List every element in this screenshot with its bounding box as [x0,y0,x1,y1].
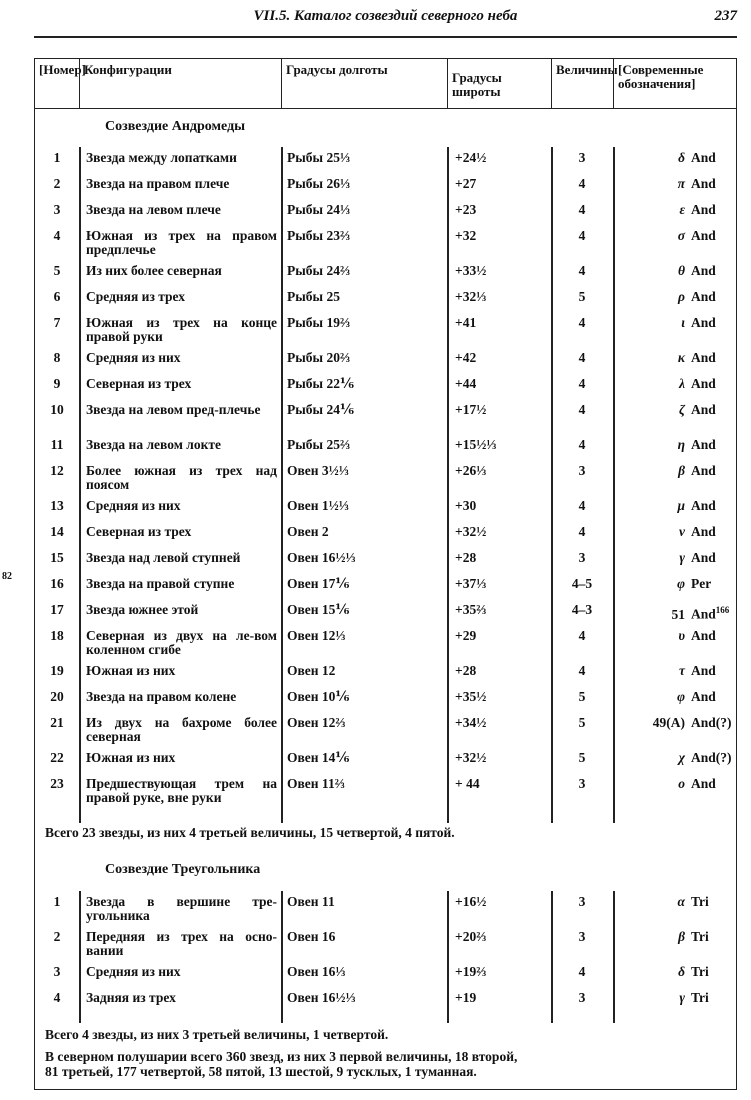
star-catalog-table [34,58,737,1090]
star-latitude: +30 [455,498,477,513]
star-number: 4 [53,990,61,1005]
constellation-abbrev: Per [691,576,712,591]
star-latitude: +44 [455,376,477,391]
column-header-modern-designation: [Современные обозначения] [613,59,738,108]
modern-designation [613,351,738,365]
bayer-letter: π [677,176,685,191]
star-latitude: +15½⅓ [455,437,497,452]
bayer-letter: σ [677,228,685,243]
star-magnitude: 5 [578,689,586,704]
bayer-letter: η [677,437,685,452]
bayer-letter: δ [678,150,685,165]
star-latitude: +32½ [455,750,487,765]
star-number: 23 [50,776,64,791]
star-latitude: +42 [455,350,477,365]
bayer-letter: φ [677,689,685,704]
star-configuration: Южная из трех на конце правой руки [86,315,277,344]
star-magnitude: 4 [578,402,586,417]
modern-designation [613,664,738,678]
star-longitude: Рыбы 23⅔ [287,228,351,243]
bayer-letter: δ [678,964,685,979]
star-configuration: Звезда между лопатками [86,150,237,165]
star-configuration: Из них более северная [86,263,222,278]
footnote-marker[interactable]: 166 [715,605,730,615]
star-configuration: Южная из них [86,663,176,678]
star-magnitude: 3 [578,550,586,565]
star-magnitude: 4–5 [571,576,593,591]
constellation-abbrev: And [691,663,716,678]
modern-designation [613,264,738,278]
modern-designation [613,991,738,1005]
star-magnitude: 4 [578,437,586,452]
modern-designation [613,690,738,704]
andromeda-summary: Всего 23 звезды, из них 4 третьей величины, 15 четвертой, 4 пятой. [45,825,455,840]
bayer-letter: 49(A) [652,715,685,730]
star-configuration: Северная из двух на ле-вом коленном сгибе [86,628,277,657]
constellation-abbrev: And [691,628,716,643]
star-latitude: +32⅓ [455,289,487,304]
modern-designation [613,751,738,765]
star-configuration: Звезда на правом колене [86,689,237,704]
star-magnitude: 4–3 [571,602,593,617]
star-magnitude: 4 [578,263,586,278]
star-magnitude: 5 [578,289,586,304]
column-header-magnitude: Величины [551,59,613,108]
star-number: 15 [50,550,64,565]
constellation-abbrev: And [691,437,716,452]
bayer-letter: ρ [678,289,685,304]
column-header-longitude: Градусы долготы [281,59,447,108]
bayer-letter: β [678,929,685,944]
modern-designation [613,229,738,243]
triangulum-summary: Всего 4 звезды, из них 3 третьей величины, 1 четвертой. [45,1027,389,1042]
star-number: 10 [50,402,64,417]
star-longitude: Овен 16⅓ [287,964,346,979]
bayer-letter: γ [679,990,685,1005]
bayer-letter: ο [678,776,685,791]
star-longitude: Овен 11⅔ [287,776,345,791]
star-number: 1 [53,150,61,165]
running-head [34,6,737,28]
bayer-letter: φ [677,576,685,591]
star-number: 12 [50,463,64,478]
star-magnitude: 5 [578,715,586,730]
star-magnitude: 4 [578,315,586,330]
star-number: 19 [50,663,64,678]
star-latitude: +33½ [455,263,487,278]
column-header-configuration: Конфигурации [79,59,281,108]
star-magnitude: 4 [578,498,586,513]
bayer-letter: 51 [671,606,685,622]
star-number: 18 [50,628,64,643]
star-number: 8 [53,350,61,365]
star-longitude: Овен 17⅙ [287,576,350,591]
star-latitude: +16½ [455,894,487,909]
star-latitude: +29 [455,628,477,643]
constellation-abbrev: And [691,498,716,513]
star-longitude: Овен 16½⅓ [287,990,356,1005]
star-longitude: Рыбы 22⅙ [287,376,354,391]
bayer-letter: ν [679,524,685,539]
star-latitude: +34½ [455,715,487,730]
star-longitude: Рыбы 20⅔ [287,350,351,365]
bayer-letter: κ [677,350,685,365]
constellation-abbrev: And [691,776,716,791]
bayer-letter: τ [679,663,685,678]
star-longitude: Рыбы 24⅔ [287,263,351,278]
star-configuration: Средняя из них [86,498,181,513]
modern-designation [613,403,738,417]
star-configuration: Звезда на правом плече [86,176,230,191]
star-latitude: +32½ [455,524,487,539]
star-number: 20 [50,689,64,704]
star-configuration: Средняя из них [86,964,181,979]
star-magnitude: 3 [578,463,586,478]
bayer-letter: χ [678,750,685,765]
star-longitude: Рыбы 19⅔ [287,315,351,330]
modern-designation [613,603,738,622]
star-longitude: Рыбы 24⅙ [287,402,354,417]
star-configuration: Средняя из них [86,350,181,365]
section-title-andromeda: Созвездие Андромеды [105,119,246,134]
star-configuration: Средняя из трех [86,289,186,304]
modern-designation [613,438,738,452]
star-latitude: +41 [455,315,477,330]
star-magnitude: 3 [578,776,586,791]
bayer-letter: γ [679,550,685,565]
star-number: 21 [50,715,64,730]
star-latitude: +24½ [455,150,487,165]
star-configuration: Задняя из трех [86,990,176,1005]
bayer-letter: λ [679,376,685,391]
star-longitude: Овен 12 [287,663,336,678]
modern-designation [613,177,738,191]
star-number: 17 [50,602,64,617]
star-configuration: Звезда в вершине тре-угольника [86,894,277,923]
bayer-letter: ι [681,315,685,330]
margin-note: 82 [2,571,12,582]
modern-designation [613,716,738,730]
star-configuration: Северная из трех [86,376,192,391]
star-longitude: Овен 15⅙ [287,602,350,617]
final-note-line-2: 81 третьей, 177 четвертой, 58 пятой, 13 шестой, 9 тусклых, 1 туманная. [45,1064,477,1079]
star-configuration: Северная из трех [86,524,192,539]
star-configuration: Более южная из трех над поясом [86,463,277,492]
constellation-abbrev: Tri [691,964,709,979]
constellation-abbrev: And [691,202,716,217]
star-longitude: Овен 12⅔ [287,715,346,730]
constellation-abbrev: And [691,524,716,539]
star-longitude: Овен 10⅙ [287,689,350,704]
star-magnitude: 4 [578,964,586,979]
star-number: 1 [53,894,61,909]
constellation-abbrev: And [691,402,716,417]
constellation-abbrev: And [691,228,716,243]
constellation-abbrev: And [691,350,716,365]
constellation-abbrev: And [691,689,716,704]
section-title-triangulum: Созвездие Треугольника [105,862,261,877]
star-latitude: +27 [455,176,477,191]
column-header-latitude: Градусы широты [447,59,551,108]
star-configuration: Звезда южнее этой [86,602,199,617]
modern-designation [613,629,738,643]
constellation-abbrev: Tri [691,929,709,944]
star-longitude: Овен 11 [287,894,335,909]
star-longitude: Рыбы 26⅓ [287,176,351,191]
star-magnitude: 4 [578,524,586,539]
bayer-letter: α [677,894,685,909]
constellation-abbrev: And [691,263,716,278]
modern-designation [613,777,738,791]
modern-designation [613,895,738,909]
running-title: VII.5. Каталог созвездий северного неба [253,8,518,24]
page-number: 237 [714,8,737,24]
star-latitude: +35½ [455,689,487,704]
modern-designation [613,377,738,391]
star-magnitude: 4 [578,663,586,678]
star-magnitude: 3 [578,894,586,909]
constellation-abbrev: And(?) [691,750,732,765]
star-number: 14 [50,524,64,539]
star-longitude: Овен 2 [287,524,329,539]
column-header-number: [Номер] [39,62,86,77]
star-longitude: Рыбы 24⅓ [287,202,351,217]
header-rule [34,36,737,38]
constellation-abbrev: And [691,289,716,304]
star-longitude: Рыбы 25⅓ [287,150,351,165]
star-latitude: + 44 [455,776,480,791]
star-magnitude: 4 [578,176,586,191]
constellation-abbrev: And [691,606,716,622]
bayer-letter: β [678,463,685,478]
star-latitude: +37⅓ [455,576,487,591]
star-magnitude: 4 [578,628,586,643]
star-configuration: Предшествующая трем на правой руке, вне руки [86,776,277,805]
star-longitude: Овен 16½⅓ [287,550,356,565]
star-latitude: +23 [455,202,477,217]
star-latitude: +19⅔ [455,964,487,979]
star-longitude: Овен 16 [287,929,336,944]
bayer-letter: ζ [679,402,685,417]
star-number: 6 [53,289,61,304]
star-number: 9 [53,376,61,391]
star-configuration: Звезда на левом локте [86,437,221,452]
bayer-letter: μ [677,498,685,513]
star-number: 7 [53,315,61,330]
star-magnitude: 3 [578,150,586,165]
star-number: 3 [53,964,61,979]
modern-designation [613,290,738,304]
modern-designation [613,151,738,165]
star-latitude: +17½ [455,402,487,417]
star-longitude: Рыбы 25 [287,289,340,304]
star-latitude: +19 [455,990,477,1005]
modern-designation [613,203,738,217]
bayer-letter: ε [679,202,685,217]
final-note-line-1: В северном полушарии всего 360 звезд, из них 3 первой величины, 18 второй, [45,1049,518,1064]
constellation-abbrev: And [691,176,716,191]
modern-designation [613,965,738,979]
modern-designation [613,930,738,944]
star-magnitude: 4 [578,202,586,217]
star-number: 11 [50,437,64,452]
modern-designation [613,577,738,591]
star-longitude: Овен 12⅓ [287,628,346,643]
constellation-abbrev: And [691,550,716,565]
modern-designation [613,525,738,539]
constellation-abbrev: And(?) [691,715,732,730]
star-configuration: Звезда на левом пред-плечье [86,402,261,417]
star-configuration: Южная из трех на правом предплечье [86,228,277,257]
star-magnitude: 3 [578,990,586,1005]
modern-designation [613,499,738,513]
star-configuration: Южная из них [86,750,176,765]
star-number: 16 [50,576,64,591]
star-configuration: Звезда на правой ступне [86,576,235,591]
bayer-letter: θ [677,263,685,278]
constellation-abbrev: And [691,150,716,165]
modern-designation [613,316,738,330]
star-latitude: +35⅔ [455,602,487,617]
star-latitude: +28 [455,663,477,678]
star-longitude: Овен 14⅙ [287,750,350,765]
star-number: 2 [53,929,61,944]
constellation-abbrev: Tri [691,894,709,909]
star-number: 4 [53,228,61,243]
star-configuration: Из двух на бахроме более северная [86,715,277,744]
star-latitude: +26⅓ [455,463,487,478]
star-number: 13 [50,498,64,513]
constellation-abbrev: And [691,376,716,391]
star-latitude: +20⅔ [455,929,487,944]
constellation-abbrev: And [691,463,716,478]
star-longitude: Овен 1½⅓ [287,498,349,513]
star-magnitude: 3 [578,929,586,944]
star-longitude: Рыбы 25⅔ [287,437,351,452]
star-magnitude: 4 [578,350,586,365]
modern-designation [613,464,738,478]
star-latitude: +28 [455,550,477,565]
star-number: 22 [50,750,64,765]
star-magnitude: 4 [578,376,586,391]
star-number: 2 [53,176,61,191]
star-configuration: Звезда над левой ступней [86,550,241,565]
constellation-abbrev: Tri [691,990,709,1005]
star-latitude: +32 [455,228,477,243]
star-number: 3 [53,202,61,217]
star-magnitude: 5 [578,750,586,765]
star-configuration: Звезда на левом плече [86,202,221,217]
constellation-abbrev: And [691,315,716,330]
star-number: 5 [53,263,61,278]
star-longitude: Овен 3½⅓ [287,463,349,478]
star-magnitude: 4 [578,228,586,243]
bayer-letter: υ [678,628,685,643]
modern-designation [613,551,738,565]
star-configuration: Передняя из трех на осно-вании [86,929,277,958]
table-header [35,59,736,109]
